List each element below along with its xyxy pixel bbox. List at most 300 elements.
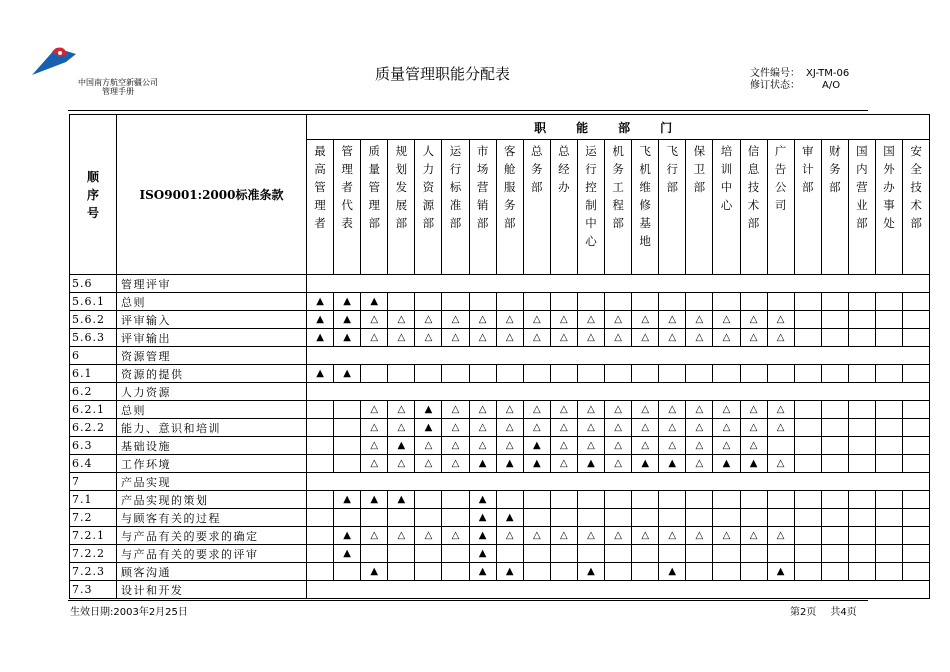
dept-header: 人 力 资 源 部 <box>415 140 442 275</box>
empty-cell <box>794 365 821 383</box>
related-mark: △ <box>740 437 767 455</box>
empty-cell <box>875 563 902 581</box>
page-indicator <box>790 603 871 618</box>
empty-cell <box>686 365 713 383</box>
empty-cell <box>361 509 388 527</box>
empty-cell <box>713 545 740 563</box>
empty-cell <box>686 509 713 527</box>
empty-cell <box>903 329 930 347</box>
clause-title: 管理评审 <box>117 275 307 293</box>
doc-no-label: 文件编号： <box>750 68 800 79</box>
empty-cell <box>577 365 604 383</box>
empty-cell <box>794 545 821 563</box>
empty-cell <box>767 545 794 563</box>
related-mark: △ <box>713 437 740 455</box>
empty-cell <box>875 545 902 563</box>
dept-header: 管 理 者 代 表 <box>334 140 361 275</box>
primary-mark: ▲ <box>361 491 388 509</box>
empty-cell <box>605 545 632 563</box>
clause-title: 资源的提供 <box>117 365 307 383</box>
clause-number: 7.2.1 <box>70 527 117 545</box>
company-block <box>78 78 158 96</box>
revision-label: 修订状态： <box>750 80 800 91</box>
empty-cell <box>334 419 361 437</box>
related-mark: △ <box>740 401 767 419</box>
empty-cell <box>307 527 334 545</box>
primary-mark: ▲ <box>334 329 361 347</box>
empty-cell <box>848 563 875 581</box>
related-mark: △ <box>577 401 604 419</box>
empty-cell <box>307 491 334 509</box>
related-mark: △ <box>523 401 550 419</box>
related-mark: △ <box>496 527 523 545</box>
seq-header <box>70 115 117 275</box>
seq-header-text: 顺 序 号 <box>86 169 99 220</box>
table-row <box>70 437 930 455</box>
empty-cell <box>848 509 875 527</box>
empty-cell <box>713 509 740 527</box>
empty-cell <box>848 491 875 509</box>
primary-mark: ▲ <box>469 455 496 473</box>
empty-cell <box>821 437 848 455</box>
empty-cell <box>875 401 902 419</box>
empty-cell <box>523 545 550 563</box>
primary-mark: ▲ <box>523 455 550 473</box>
company-name: 中国南方航空新疆公司 <box>78 78 158 87</box>
related-mark: △ <box>740 419 767 437</box>
empty-cell <box>848 455 875 473</box>
primary-mark: ▲ <box>659 563 686 581</box>
empty-cell <box>415 491 442 509</box>
related-mark: △ <box>686 401 713 419</box>
related-mark: △ <box>442 401 469 419</box>
empty-cell <box>875 311 902 329</box>
empty-cell <box>632 563 659 581</box>
section-span <box>307 383 930 401</box>
empty-cell <box>875 293 902 311</box>
related-mark: △ <box>496 401 523 419</box>
empty-cell <box>334 401 361 419</box>
clause-title: 评审输入 <box>117 311 307 329</box>
empty-cell <box>821 365 848 383</box>
clause-title: 设计和开发 <box>117 581 307 599</box>
related-mark: △ <box>605 527 632 545</box>
related-mark: △ <box>496 437 523 455</box>
empty-cell <box>794 293 821 311</box>
related-mark: △ <box>605 437 632 455</box>
empty-cell <box>523 563 550 581</box>
empty-cell <box>875 419 902 437</box>
empty-cell <box>523 293 550 311</box>
related-mark: △ <box>523 311 550 329</box>
related-mark: △ <box>523 527 550 545</box>
empty-cell <box>794 527 821 545</box>
clause-number: 6.2.2 <box>70 419 117 437</box>
empty-cell <box>523 365 550 383</box>
dept-header: 最 高 管 理 者 <box>307 140 334 275</box>
clause-title: 产品实现 <box>117 473 307 491</box>
related-mark: △ <box>550 455 577 473</box>
related-mark: △ <box>686 419 713 437</box>
primary-mark: ▲ <box>577 563 604 581</box>
clause-title: 产品实现的策划 <box>117 491 307 509</box>
empty-cell <box>605 491 632 509</box>
empty-cell <box>848 437 875 455</box>
empty-cell <box>903 563 930 581</box>
empty-cell <box>415 365 442 383</box>
empty-cell <box>307 401 334 419</box>
related-mark: △ <box>442 527 469 545</box>
related-mark: △ <box>469 401 496 419</box>
empty-cell <box>767 509 794 527</box>
table-row <box>70 419 930 437</box>
primary-mark: ▲ <box>469 491 496 509</box>
empty-cell <box>821 401 848 419</box>
empty-cell <box>496 293 523 311</box>
related-mark: △ <box>686 455 713 473</box>
empty-cell <box>903 293 930 311</box>
empty-cell <box>442 365 469 383</box>
dept-header: 保 卫 部 <box>686 140 713 275</box>
empty-cell <box>496 365 523 383</box>
related-mark: △ <box>767 455 794 473</box>
empty-cell <box>307 545 334 563</box>
empty-cell <box>442 293 469 311</box>
primary-mark: ▲ <box>469 545 496 563</box>
iso-clause-header: ISO9001:2000标准条款 <box>117 115 307 275</box>
empty-cell <box>875 455 902 473</box>
related-mark: △ <box>713 527 740 545</box>
clause-number: 6.4 <box>70 455 117 473</box>
empty-cell <box>740 509 767 527</box>
related-mark: △ <box>713 419 740 437</box>
empty-cell <box>550 509 577 527</box>
related-mark: △ <box>686 311 713 329</box>
related-mark: △ <box>415 455 442 473</box>
empty-cell <box>821 545 848 563</box>
empty-cell <box>740 563 767 581</box>
dept-title-header: 职能部门 <box>307 115 930 140</box>
dept-header: 审 计 部 <box>794 140 821 275</box>
empty-cell <box>821 527 848 545</box>
clause-number: 5.6.1 <box>70 293 117 311</box>
primary-mark: ▲ <box>523 437 550 455</box>
empty-cell <box>848 329 875 347</box>
related-mark: △ <box>388 455 415 473</box>
empty-cell <box>361 545 388 563</box>
empty-cell <box>659 365 686 383</box>
empty-cell <box>605 365 632 383</box>
empty-cell <box>307 509 334 527</box>
related-mark: △ <box>442 329 469 347</box>
related-mark: △ <box>632 437 659 455</box>
empty-cell <box>875 509 902 527</box>
empty-cell <box>740 545 767 563</box>
dept-header: 总 务 部 <box>523 140 550 275</box>
empty-cell <box>632 365 659 383</box>
related-mark: △ <box>577 419 604 437</box>
primary-mark: ▲ <box>659 455 686 473</box>
dept-header: 安 全 技 术 部 <box>903 140 930 275</box>
related-mark: △ <box>577 437 604 455</box>
table-row <box>70 455 930 473</box>
table-row <box>70 563 930 581</box>
empty-cell <box>577 293 604 311</box>
related-mark: △ <box>442 455 469 473</box>
empty-cell <box>821 311 848 329</box>
related-mark: △ <box>550 527 577 545</box>
related-mark: △ <box>550 401 577 419</box>
related-mark: △ <box>659 329 686 347</box>
related-mark: △ <box>767 329 794 347</box>
table-row <box>70 329 930 347</box>
empty-cell <box>713 293 740 311</box>
empty-cell <box>903 527 930 545</box>
primary-mark: ▲ <box>334 365 361 383</box>
primary-mark: ▲ <box>496 563 523 581</box>
empty-cell <box>794 455 821 473</box>
empty-cell <box>659 491 686 509</box>
empty-cell <box>577 509 604 527</box>
empty-cell <box>848 545 875 563</box>
section-row <box>70 473 930 491</box>
empty-cell <box>848 401 875 419</box>
clause-number: 5.6.2 <box>70 311 117 329</box>
primary-mark: ▲ <box>496 455 523 473</box>
effective-date: 生效日期:2003年2月25日 <box>70 607 188 618</box>
empty-cell <box>469 365 496 383</box>
related-mark: △ <box>767 419 794 437</box>
section-span <box>307 275 930 293</box>
dept-header: 运 行 控 制 中 心 <box>577 140 604 275</box>
related-mark: △ <box>415 311 442 329</box>
empty-cell <box>550 293 577 311</box>
empty-cell <box>903 365 930 383</box>
table-row <box>70 509 930 527</box>
section-row <box>70 581 930 599</box>
related-mark: △ <box>605 401 632 419</box>
empty-cell <box>713 365 740 383</box>
function-allocation-table <box>69 114 930 599</box>
clause-number: 5.6.3 <box>70 329 117 347</box>
empty-cell <box>686 545 713 563</box>
empty-cell <box>415 545 442 563</box>
empty-cell <box>388 365 415 383</box>
empty-cell <box>442 491 469 509</box>
empty-cell <box>632 545 659 563</box>
page-number: 第2页 <box>790 607 817 618</box>
section-span <box>307 473 930 491</box>
clause-number: 6.2.1 <box>70 401 117 419</box>
clause-title: 总则 <box>117 401 307 419</box>
dept-header: 飞 机 维 修 基 地 <box>632 140 659 275</box>
empty-cell <box>415 563 442 581</box>
related-mark: △ <box>740 311 767 329</box>
empty-cell <box>821 293 848 311</box>
related-mark: △ <box>550 311 577 329</box>
empty-cell <box>307 455 334 473</box>
clause-title: 基础设施 <box>117 437 307 455</box>
related-mark: △ <box>767 401 794 419</box>
related-mark: △ <box>659 527 686 545</box>
revision-value: A/O <box>822 80 841 91</box>
empty-cell <box>875 329 902 347</box>
primary-mark: ▲ <box>577 455 604 473</box>
clause-title: 顾客沟通 <box>117 563 307 581</box>
clause-title: 与产品有关的要求的确定 <box>117 527 307 545</box>
related-mark: △ <box>686 437 713 455</box>
related-mark: △ <box>550 437 577 455</box>
primary-mark: ▲ <box>496 509 523 527</box>
related-mark: △ <box>388 419 415 437</box>
primary-mark: ▲ <box>361 293 388 311</box>
empty-cell <box>334 563 361 581</box>
clause-number: 6.1 <box>70 365 117 383</box>
section-span <box>307 581 930 599</box>
empty-cell <box>388 563 415 581</box>
empty-cell <box>713 491 740 509</box>
related-mark: △ <box>550 329 577 347</box>
clause-title: 与顾客有关的过程 <box>117 509 307 527</box>
clause-number: 7.1 <box>70 491 117 509</box>
empty-cell <box>903 401 930 419</box>
related-mark: △ <box>388 527 415 545</box>
empty-cell <box>767 293 794 311</box>
empty-cell <box>686 563 713 581</box>
page-total: 共4页 <box>830 607 857 618</box>
primary-mark: ▲ <box>469 563 496 581</box>
related-mark: △ <box>767 527 794 545</box>
related-mark: △ <box>632 527 659 545</box>
related-mark: △ <box>605 329 632 347</box>
related-mark: △ <box>361 419 388 437</box>
dept-header: 市 场 营 销 部 <box>469 140 496 275</box>
related-mark: △ <box>361 329 388 347</box>
empty-cell <box>848 419 875 437</box>
dept-header: 总 经 办 <box>550 140 577 275</box>
clause-number: 7.3 <box>70 581 117 599</box>
clause-title: 工作环境 <box>117 455 307 473</box>
clause-number: 7 <box>70 473 117 491</box>
related-mark: △ <box>713 401 740 419</box>
primary-mark: ▲ <box>632 455 659 473</box>
dept-header: 客 舱 服 务 部 <box>496 140 523 275</box>
empty-cell <box>605 293 632 311</box>
related-mark: △ <box>523 329 550 347</box>
empty-cell <box>794 437 821 455</box>
related-mark: △ <box>686 329 713 347</box>
empty-cell <box>361 365 388 383</box>
primary-mark: ▲ <box>713 455 740 473</box>
clause-title: 与产品有关的要求的评审 <box>117 545 307 563</box>
dept-header: 规 划 发 展 部 <box>388 140 415 275</box>
empty-cell <box>821 329 848 347</box>
empty-cell <box>903 509 930 527</box>
related-mark: △ <box>469 329 496 347</box>
clause-number: 6.2 <box>70 383 117 401</box>
empty-cell <box>388 293 415 311</box>
section-row <box>70 383 930 401</box>
empty-cell <box>496 491 523 509</box>
empty-cell <box>875 437 902 455</box>
related-mark: △ <box>577 311 604 329</box>
primary-mark: ▲ <box>361 563 388 581</box>
table-row <box>70 311 930 329</box>
primary-mark: ▲ <box>469 509 496 527</box>
empty-cell <box>550 491 577 509</box>
empty-cell <box>794 419 821 437</box>
dept-header: 质 量 管 理 部 <box>361 140 388 275</box>
primary-mark: ▲ <box>307 329 334 347</box>
dept-header: 广 告 公 司 <box>767 140 794 275</box>
empty-cell <box>550 545 577 563</box>
empty-cell <box>794 311 821 329</box>
table-row <box>70 365 930 383</box>
empty-cell <box>821 509 848 527</box>
related-mark: △ <box>605 311 632 329</box>
primary-mark: ▲ <box>388 491 415 509</box>
primary-mark: ▲ <box>767 563 794 581</box>
primary-mark: ▲ <box>415 401 442 419</box>
related-mark: △ <box>442 437 469 455</box>
empty-cell <box>794 401 821 419</box>
dept-header: 财 务 部 <box>821 140 848 275</box>
empty-cell <box>848 365 875 383</box>
empty-cell <box>686 293 713 311</box>
related-mark: △ <box>605 419 632 437</box>
primary-mark: ▲ <box>307 311 334 329</box>
empty-cell <box>875 527 902 545</box>
related-mark: △ <box>632 419 659 437</box>
empty-cell <box>794 491 821 509</box>
empty-cell <box>550 365 577 383</box>
empty-cell <box>903 419 930 437</box>
empty-cell <box>605 509 632 527</box>
empty-cell <box>794 509 821 527</box>
empty-cell <box>659 293 686 311</box>
header-divider <box>68 110 868 111</box>
related-mark: △ <box>442 419 469 437</box>
empty-cell <box>632 293 659 311</box>
primary-mark: ▲ <box>307 293 334 311</box>
related-mark: △ <box>632 329 659 347</box>
empty-cell <box>550 563 577 581</box>
related-mark: △ <box>361 311 388 329</box>
empty-cell <box>794 329 821 347</box>
dept-header: 国 外 办 事 处 <box>875 140 902 275</box>
related-mark: △ <box>469 311 496 329</box>
related-mark: △ <box>659 401 686 419</box>
empty-cell <box>767 437 794 455</box>
related-mark: △ <box>659 311 686 329</box>
empty-cell <box>469 293 496 311</box>
empty-cell <box>307 437 334 455</box>
table-row <box>70 545 930 563</box>
empty-cell <box>821 455 848 473</box>
primary-mark: ▲ <box>415 419 442 437</box>
empty-cell <box>442 563 469 581</box>
table-row <box>70 293 930 311</box>
empty-cell <box>740 491 767 509</box>
related-mark: △ <box>361 437 388 455</box>
empty-cell <box>442 545 469 563</box>
empty-cell <box>523 509 550 527</box>
empty-cell <box>875 365 902 383</box>
clause-number: 7.2.2 <box>70 545 117 563</box>
empty-cell <box>388 509 415 527</box>
primary-mark: ▲ <box>334 311 361 329</box>
empty-cell <box>848 527 875 545</box>
